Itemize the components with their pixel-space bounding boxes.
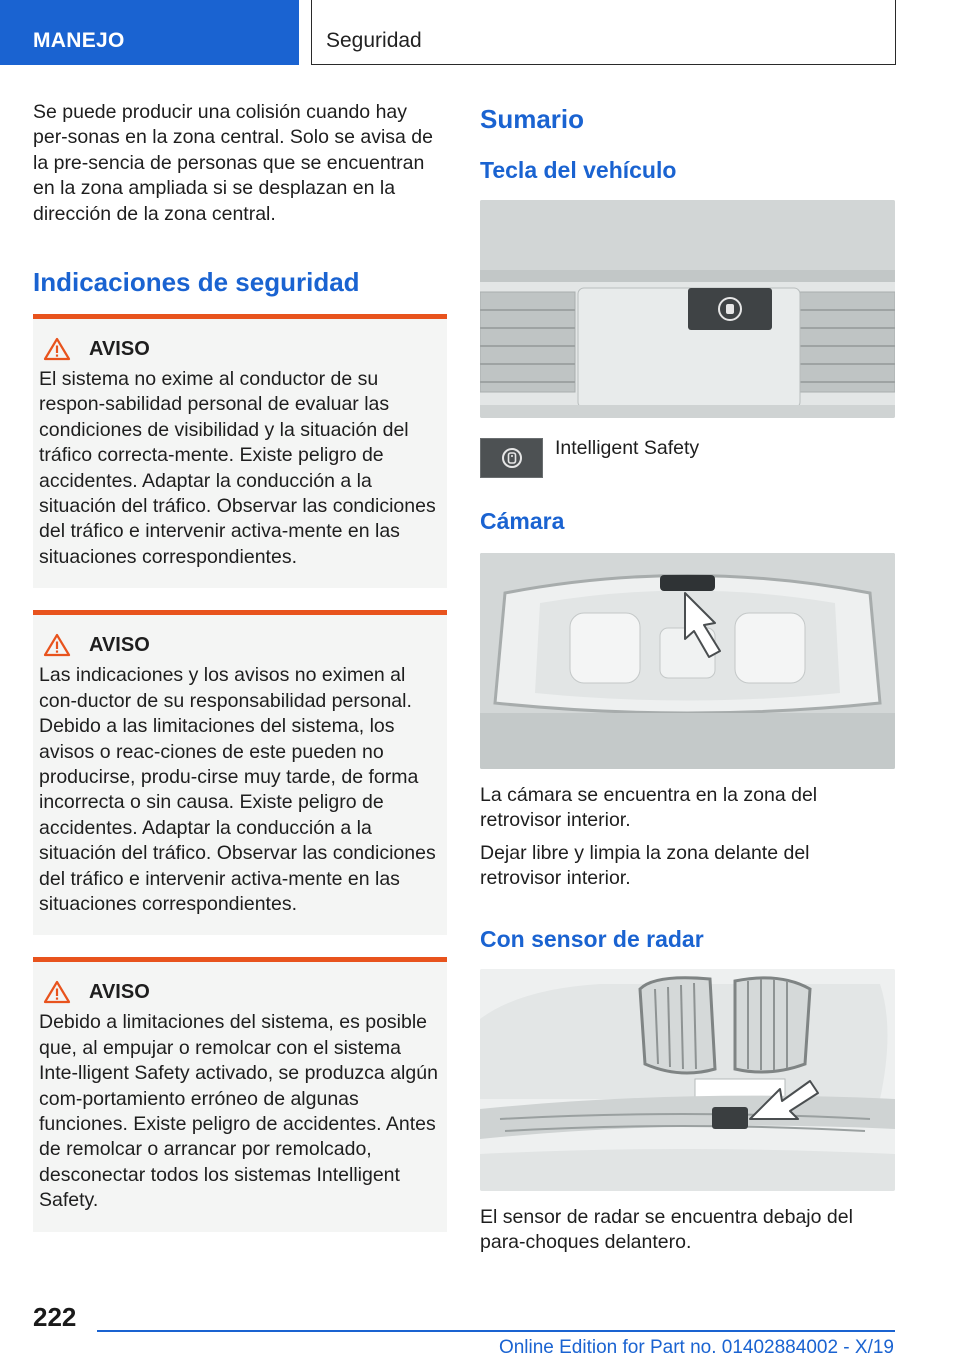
chapter-label: MANEJO xyxy=(33,29,125,52)
button-legend xyxy=(480,438,895,478)
footer-edition: Online Edition for Part no. 01402884002 - X/19 xyxy=(498,1337,894,1358)
footer-rule xyxy=(97,1330,895,1332)
warning-text: Debido a limitaciones del sistema, es posible que, al empujar o remolcar con el sistema Inte-lligent Safety activado, se produzca algún com-portamiento erróneo de algunas funciones. Existe peligro de accidentes. Antes de remolcar o arrancar por remolcado, desconectar todos los sistemas Intelligent Safety. xyxy=(39,1011,438,1212)
warning-triangle-icon xyxy=(43,337,71,361)
button-label: Intelligent Safety xyxy=(555,437,700,459)
vehicle-button-heading: Tecla del vehículo xyxy=(480,157,677,183)
camera-text-2: Dejar libre y limpia la zona delante del retrovisor interior. xyxy=(480,841,810,890)
intro-paragraph: Se puede producir una colisión cuando hay per-sonas en la zona central. Solo se avisa de la pre-sencia de personas que se encuentran en la zona ampliada si se desplazan en la dirección de la zona central. xyxy=(33,101,433,225)
page-number: 222 xyxy=(33,1302,77,1332)
left-column xyxy=(33,100,447,1232)
warning-box-1 xyxy=(33,314,447,588)
camera-heading: Cámara xyxy=(480,508,565,534)
radar-heading: Con sensor de radar xyxy=(480,925,704,952)
section-header xyxy=(311,0,896,65)
section-title: Seguridad xyxy=(326,29,422,52)
warning-text: Las indicaciones y los avisos no eximen al con-ductor de su responsabilidad personal. Debido a las limitaciones del sistema, los avisos o reac-ciones de este pueden no producirse, produ-cirse muy tarde, de forma incorrecta o sin causa. Existe peligro de accidentes. Adaptar la conducción a la situación del tráfico. Observar las condiciones del tráfico e intervenir activa-mente en las situaciones correspondientes. xyxy=(39,664,436,915)
camera-text-1: La cámara se encuentra en la zona del retrovisor interior. xyxy=(480,784,818,832)
dashboard-button-figure xyxy=(480,200,895,418)
warning-label: AVISO xyxy=(89,980,150,1003)
warning-label: AVISO xyxy=(89,633,150,656)
warning-box-2 xyxy=(33,610,447,935)
radar-text: El sensor de radar se encuentra debajo del para-choques delantero. xyxy=(480,1205,853,1254)
camera-figure xyxy=(480,553,895,769)
safety-heading: Indicaciones de seguridad xyxy=(33,267,360,298)
warning-label: AVISO xyxy=(89,337,150,360)
warning-triangle-icon xyxy=(43,980,71,1004)
chapter-tab xyxy=(0,0,299,65)
radar-figure xyxy=(480,969,895,1191)
summary-heading: Sumario xyxy=(480,104,585,134)
right-column xyxy=(480,100,895,1255)
warning-text: El sistema no exime al conductor de su respon-sabilidad personal de evaluar las condiciones de visibilidad y la situación del tráfico correcta-mente. Existe peligro de accidentes. Adaptar la conducción a la situación del tráfico. Observar las condiciones del tráfico e intervenir activa-mente en las situaciones correspondientes. xyxy=(39,368,436,568)
intelligent-safety-button-icon xyxy=(480,438,543,478)
warning-triangle-icon xyxy=(43,633,71,657)
warning-box-3 xyxy=(33,957,447,1231)
